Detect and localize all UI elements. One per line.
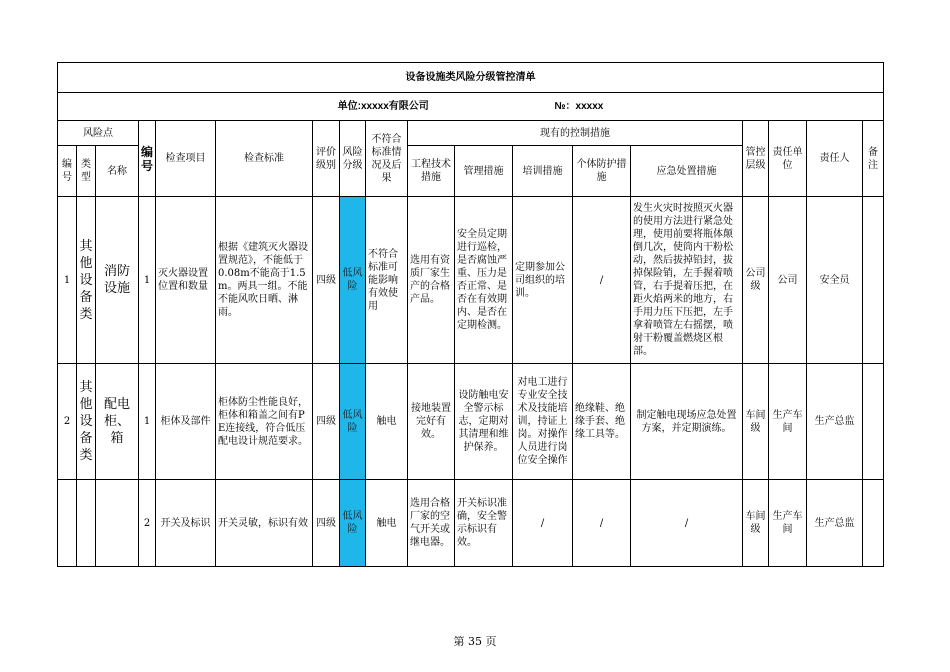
number-label: №：xxxxx [554,101,604,112]
cell-check-standard: 根据《建筑灭火器设置规范》，不能低于0.08m不能高于1.5m。两具一组。不能不能风吹日晒、淋雨。 [216,197,313,364]
cell-check-item: 开关及标识 [156,480,216,567]
header-management: 管理措施 [455,146,513,197]
cell-eval-level: 四级 [313,197,340,364]
table-row [58,364,884,480]
header-check-item: 检查项目 [156,121,216,197]
cell-emergency: / [631,480,743,567]
cell-emergency: 发生火灾时按照灭火器的使用方法进行紧急处理，使用前要将瓶体颠倒几次，使筒内干粉松动，然后拔掉铅封，拔掉保险销，左手握着喷管，右手提着压把，在距火焰两米的地方，右手用力压下压把，左手拿着喷管左右摇摆，喷射干粉覆盖燃烧区根部。 [631,197,743,364]
cell-remark [863,197,884,364]
cell-ppe: 绝缘鞋、绝缘手套、绝缘工具等。 [573,364,631,480]
header-eval-level: 评价级别 [313,121,340,197]
risk-control-table [57,62,884,567]
cell-check-standard: 柜体防尘性能良好，柜体和箱盖之间有PE连接线，符合低压配电设计规范要求。 [216,364,313,480]
cell-ppe: / [573,197,631,364]
cell-nonconformity: 不符合标准可能影响有效使用 [366,197,408,364]
cell-item-no: 1 [139,197,156,364]
unit-row [58,93,884,121]
header-name: 名称 [96,146,139,197]
cell-remark [863,364,884,480]
cell-control-level: 车间级 [743,480,769,567]
cell-resp-person: 生产总监 [807,480,863,567]
page-number: 第 35 页 [453,635,497,648]
cell-check-item: 柜体及部件 [156,364,216,480]
header-resp-unit: 责任单位 [769,121,807,197]
header-risk-point: 风险点 [58,121,139,146]
cell-resp-unit: 生产车间 [769,364,807,480]
cell-training: 定期参加公司组织的培训。 [513,197,573,364]
header-nonconformity: 不符合标准情况及后果 [366,121,408,197]
header-remark: 备注 [863,121,884,197]
header-controls: 现有的控制措施 [408,121,743,146]
header-ppe: 个体防护措施 [573,146,631,197]
cell-control-level: 公司级 [743,197,769,364]
cell-risk-level: 低风险 [340,197,366,364]
cell-eval-level: 四级 [313,480,340,567]
cell-resp-person: 安全员 [807,197,863,364]
cell-name: 配电柜、箱 [96,364,139,480]
cell-management: 开关标识准确，安全警示标识有效。 [455,480,513,567]
header-item-no: 编号 [139,121,156,197]
cell-resp-unit: 生产车间 [769,480,807,567]
cell-risk-level: 低风险 [340,364,366,480]
cell-serial: 1 [58,197,77,364]
header-training: 培训措施 [513,146,573,197]
header-risk-level: 风险分级 [340,121,366,197]
cell-serial: 2 [58,364,77,480]
cell-engineering: 选用合格厂家的空气开关或继电器。 [408,480,455,567]
cell-check-item: 灭火器设置位置和数量 [156,197,216,364]
cell-check-standard: 开关灵敏，标识有效 [216,480,313,567]
cell-category [77,480,96,567]
cell-training: / [513,480,573,567]
cell-risk-level: 低风险 [340,480,366,567]
cell-serial [58,480,77,567]
cell-nonconformity: 触电 [366,364,408,480]
header-engineering: 工程技术措施 [408,146,455,197]
unit-label: 单位:xxxxx有限公司 [337,101,429,112]
cell-resp-person: 生产总监 [807,364,863,480]
cell-category: 其他设备类 [77,364,96,480]
table-row [58,197,884,364]
cell-management: 安全员定期进行巡检，是否腐蚀严重、压力是否正常、是否在有效期内、是否在定期检测。 [455,197,513,364]
cell-remark [863,480,884,567]
header-emergency: 应急处置措施 [631,146,743,197]
cell-nonconformity: 触电 [366,480,408,567]
header-category: 类型 [77,146,96,197]
header-serial: 编号 [58,146,77,197]
table-title: 设备设施类风险分级管控清单 [58,63,884,93]
cell-ppe: / [573,480,631,567]
cell-name: 消防设施 [96,197,139,364]
cell-control-level: 车间级 [743,364,769,480]
cell-eval-level: 四级 [313,364,340,480]
header-check-standard: 检查标准 [216,121,313,197]
cell-emergency: 制定触电现场应急处置方案，并定期演练。 [631,364,743,480]
cell-engineering: 选用有资质厂家生产的合格产品。 [408,197,455,364]
cell-name [96,480,139,567]
cell-engineering: 接地装置完好有效。 [408,364,455,480]
cell-training: 对电工进行专业安全技术及技能培训，持证上岗。对操作人员进行岗位安全操作 [513,364,573,480]
cell-item-no: 2 [139,480,156,567]
header-control-level: 管控层级 [743,121,769,197]
cell-resp-unit: 公司 [769,197,807,364]
cell-management: 设防触电安全警示标志，定期对其清理和维护保养。 [455,364,513,480]
table-row [58,480,884,567]
header-resp-person: 责任人 [807,121,863,197]
cell-item-no: 1 [139,364,156,480]
cell-category: 其他设备类 [77,197,96,364]
